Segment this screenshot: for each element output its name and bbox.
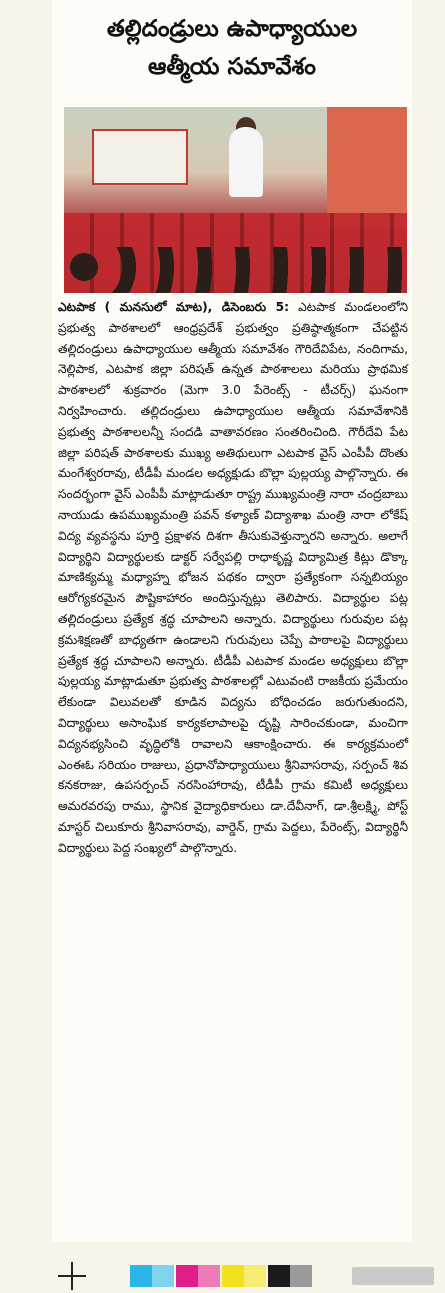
- event-photo: [64, 107, 407, 293]
- photo-crowd: [64, 247, 407, 293]
- newspaper-clipping: [52, 0, 412, 1242]
- photo-speaker: [229, 127, 263, 197]
- print-color-marks: [0, 1262, 445, 1288]
- article-text: ఎటపాక మండలంలోని ప్రభుత్వ పాఠశాలలో ఆంధ్రప్రదేశ్ ప్రభుత్వం ప్రతిష్ఠాత్మకంగా చేపట్టిన తల్లిదండ్రులు ఉపాధ్యాయుల ఆత్మీయ సమావేశం గౌరిదేవిపేట, నందిగామ, నెల్లిపాక, ఎటపాక జిల్లా పరిషత్ ఉన్నత పాఠశాలలు మరియు ప్రాథమిక పాఠశాలలో శుక్రవారం (మెగా 3.0 పేరెంట్స్ - టీచర్స్) ఘనంగా నిర్వహించారు. తల్లిదండ్రులు ఉపాధ్యాయుల ఆత్మీయ సమావేశానికి ప్రభుత్వ పాఠశాలలన్నీ సందడి వాతావరణం సంతరించింది. గౌరీదేవి పేట జిల్లా పరిషత్ పాఠశాలకు ముఖ్య అతిథులుగా ఎటపాక వైస్ ఎంపీపీ దొంతు మంగేశ్వరరావు, టీడీపీ మండల అధ్యక్షుడు బొల్లా పుల్లయ్య పాల్గొన్నారు. ఈ సందర్భంగా వైస్ ఎంపీపీ మాట్లాడుతూ రాష్ట్ర ముఖ్యమంత్రి నారా చంద్రబాబు నాయుడు ఉపముఖ్యమంత్రి పవన్ కళ్యాణ్ విద్యాశాఖ మంత్రి నారా లోకేష్ విద్య వ్యవస్థను పూర్తి ప్రక్షాళన దిశగా తీసుకువెళ్తున్నారని అన్నారు. అలాగే విద్యార్థిని విద్యార్థులకు డాక్టర్ సర్వేపల్లి రాధాకృష్ణ విద్యామిత్ర కిట్లు డొక్కా మాణిక్యమ్మ మధ్యాహ్న భోజన పథకం ద్వారా ప్రత్యేకంగా సన్నబియ్యం ఆరోగ్యకరమైన పౌష్టికాహారం అందిస్తున్నట్లు తెలిపారు. విద్యార్థుల పట్ల తల్లిదండ్రులు ప్రత్యేక శ్రద్ధ చూపాలని అన్నారు. విద్యార్థులు గురువుల పట్ల క్రమశిక్షణతో బాధ్యతగా ఉండాలని గురువులు చెప్పే పాఠాలపై విద్యార్థులు ప్రత్యేక శ్రద్ధ చూపాలని అన్నారు. టీడీపీ ఎటపాక మండల అధ్యక్షులు బొల్లా పుల్లయ్య మాట్లాడుతూ ప్రభుత్వ పాఠశాలల్లో ఎటువంటి రాజకీయ ప్రమేయం లేకుండా విలువలతో కూడిన విద్యను బోధించడం జరుగుతుందని, విద్యార్థులు అసాంఘిక కార్యకలాపాలపై దృష్టి సారించకుండా, మంచిగా విద్యనభ్యసించి వృద్ధిలోకి రావాలని ఆకాంక్షించారు. ఈ కార్యక్రమంలో ఎంఈఓ సరియం రాజులు, ప్రధానోపాధ్యాయులు శ్రీనివాసరావు, సర్పంచ్ శివ కనకరాజు, ఉపసర్పంచ్ నరసింహారావు, టీడీపీ గ్రామ కమిటీ అధ్యక్షులు అమరవరపు రాము, స్థానిక వైద్యాధికారులు డా.దేవీనాగ్, డా.శ్రీలక్ష్మి, పోస్ట్ మాస్టర్ చిలుకూరు శ్రీనివాసరావు, వార్డెన్, గ్రామ పెద్దలు, పేరెంట్స్, విద్యార్థినీ విద్యార్థులు పెద్ద సంఖ్యలో పాల్గొన్నారు.: [58, 300, 409, 855]
- swatch-yellow-light: [244, 1265, 266, 1287]
- article-dateline: ఎటపాక ( మనసులో మాట), డిసెంబరు 5:: [58, 300, 289, 314]
- swatch-yellow: [222, 1265, 244, 1287]
- swatch-black: [268, 1265, 290, 1287]
- registration-cross-icon: [58, 1262, 86, 1290]
- swatch-magenta: [176, 1265, 198, 1287]
- photo-banner: [92, 129, 188, 185]
- headline-line-1: తల్లిదండ్రులు ఉపాధ్యాయుల: [106, 16, 358, 42]
- headline: [52, 10, 412, 86]
- photo-wall: [327, 107, 407, 227]
- headline-line-2: ఆత్మీయ సమావేశం: [148, 54, 316, 80]
- swatch-gray: [290, 1265, 312, 1287]
- swatch-magenta-light: [198, 1265, 220, 1287]
- gray-bar: [352, 1267, 434, 1285]
- swatch-cyan-light: [152, 1265, 174, 1287]
- swatch-cyan: [130, 1265, 152, 1287]
- article-body: [58, 297, 408, 859]
